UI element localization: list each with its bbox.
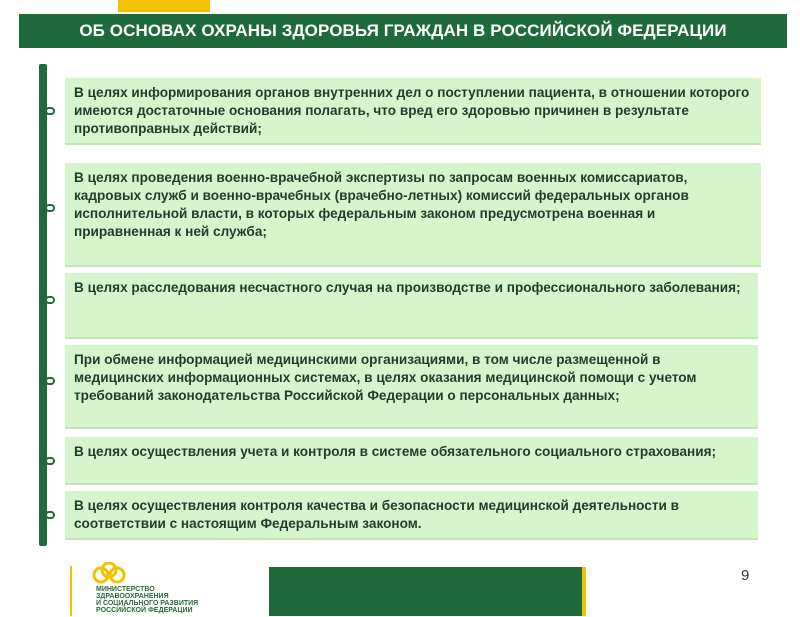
page-number: 9 xyxy=(741,567,750,584)
list-item: В целях проведения военно-врачебной экспертизы по запросам военных комиссариатов, кадровых служб и военно-врачебных (врачебно-летных) комиссий федеральных органов исполнительной власти, в которых федеральным законом предусмотрена военная и приравненная к ней служба; xyxy=(65,163,761,267)
timeline-connector-4 xyxy=(45,377,55,385)
timeline-connector-5 xyxy=(45,457,55,465)
timeline-spine xyxy=(39,64,47,546)
list-item: В целях расследования несчастного случая на производстве и профессионального заболевания; xyxy=(65,273,758,339)
slide-title: ОБ ОСНОВАХ ОХРАНЫ ЗДОРОВЬЯ ГРАЖДАН В РОССИЙСКОЙ ФЕДЕРАЦИИ xyxy=(19,14,787,48)
logo-divider xyxy=(70,566,72,616)
list-item: При обмене информацией медицинскими организациями, в том числе размещенной в медицинских информационных системах, в целях оказания медицинской помощи с учетом требований законодательства Российской Федерации о персональных данных; xyxy=(65,345,758,429)
timeline-connector-3 xyxy=(45,296,55,304)
list-item: В целях осуществления контроля качества и безопасности медицинской деятельности в соответствии с настоящим Федеральным законом. xyxy=(65,491,758,540)
list-item: В целях осуществления учета и контроля в системе обязательного социального страхования; xyxy=(65,437,758,485)
footer-bar xyxy=(269,567,582,616)
timeline-connector-1 xyxy=(45,107,55,115)
ministry-logo-text: МИНИСТЕРСТВО ЗДРАВООХРАНЕНИЯ И СОЦИАЛЬНОГО РАЗВИТИЯ РОССИЙСКОЙ ФЕДЕРАЦИИ xyxy=(96,586,199,614)
ministry-emblem-icon xyxy=(92,562,126,586)
timeline-connector-2 xyxy=(45,204,55,212)
top-accent-stripe xyxy=(118,0,210,12)
timeline-connector-6 xyxy=(45,511,55,519)
list-item: В целях информирования органов внутренних дел о поступлении пациента, в отношении которого имеются достаточные основания полагать, что вред его здоровью причинен в результате противоправных действий; xyxy=(65,78,761,145)
footer-accent xyxy=(582,567,586,616)
